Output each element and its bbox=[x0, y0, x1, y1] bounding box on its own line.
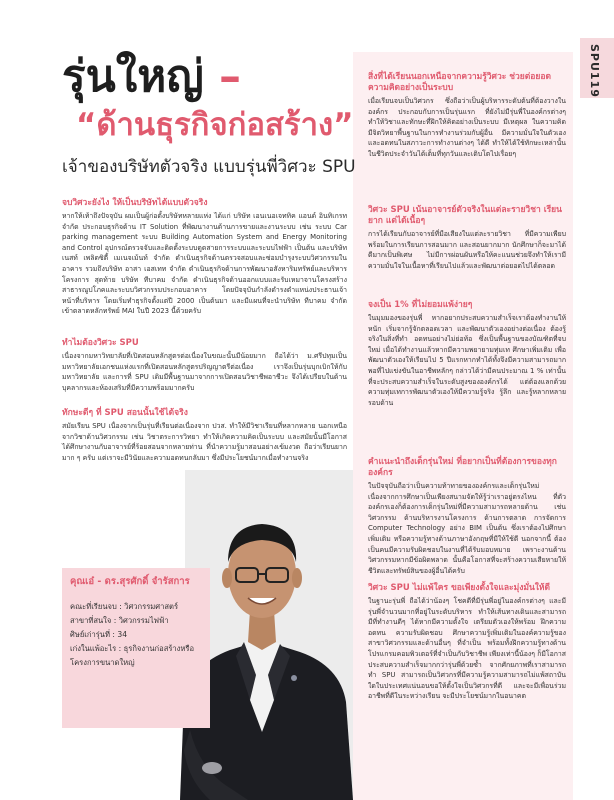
section-title: ทักษะดีๆ ที่ SPU สอนนั้นใช้ได้จริง bbox=[62, 408, 188, 418]
right-section-2 bbox=[368, 205, 566, 271]
right-section-5 bbox=[368, 583, 566, 702]
section-body: การได้เรียนกับอาจารย์ที่มือเสียงในแต่ละรายวิชา ที่มีความเพียบพร้อมในการเรียนการสอนมาก และสอนยากมาก นักศึกษาก็จะมาได้ดีมากเป็นพิเศษ ไม่มีการผ่อนผันหรือให้คะแนนช่วยจึงทำให้เรามีความมั่นใจในเนื้อหาที่เรียนไปแล้วและพัฒนาต่อยอดไปได้ตลอด bbox=[368, 230, 566, 270]
section-body: ในมุมมองของรุ่นพี่ หากอยากประสบความสำเร็จเราต้องทำงานให้หนัก เริ่มจากรู้จักตลอดเวลา และพัฒนาตัวเองอย่างต่อเนื่อง ต้องรู้จริงในสิ่งที่ทำ อดทนอย่างไม่ย่อท้อ ซึ่งเป็นพื้นฐานของบัณฑิตที่จบใหม่ เมื่อได้ทำงานแล้วหากมีความพยายามทุ่มเท ศึกษาเพิ่มเติม เพื่อพัฒนาตัวเองให้เรียนไป 5 ปีแรกหากทำได้ทั้งจึงมีความสามารถมากพอที่ไปแข่งขันในอาชีพหลักๆ กล่าวได้ว่ามีคนประมาณ 1 % เท่านั้นที่จะประสบความสำเร็จในระดับสูงขององค์กรได้ แต่ต้องแลกด้วยความทุ่มเทการพัฒนาตัวเองให้มีความรู้จริง รู้ลึก และรู้หลากหลายรอบด้าน bbox=[368, 314, 566, 407]
section-title: จบวิศวะยังไง ให้เป็นบริษัทได้แบบตัวจริง bbox=[62, 198, 208, 208]
profile-alumni-class: ศิษย์เก่ารุ่นที่ : 34 bbox=[70, 630, 128, 639]
profile-name: คุณเอ๋ - ดร.สุรศักดิ์ จำรัสการ bbox=[70, 576, 190, 587]
left-section-3 bbox=[62, 408, 347, 463]
section-body: ในฐานะรุ่นพี่ ถือได้ว่าน้องๆ โชคดีที่มีรุ่นพี่อยู่ในองค์กรต่างๆ และมีรุ่นพี่จำนวนมากที่อยู่ในระดับบริหาร ทำให้เส้นทางเดินและสามารถมีที่ทำงานดีๆ ได้หากมีความตั้งใจ เตรียมตัวเองให้พร้อม ฝึกความอดทน ความรับผิดชอบ ศึกษาความรู้เพิ่มเติมในองค์ความรู้ของสาขาวิศวกรรมและด้านอื่นๆ ที่จำเป็น พร้อมทั้งฝึกความรู้ทางด้านโปรแกรมคอมพิวเตอร์ที่จำเป็นกับวิชาชีพ เพียงเท่านี้น้องๆ ก็มีโอกาสประสบความสำเร็จมากกว่ารุ่นพี่ด้วยซ้ำ จากศักยภาพที่เราสามารถทำ SPU สามารถเป็นวิศวกรที่มีความรู้ความสามารถไม่แพ้สถาบันใดในประเทศแน่นอนขอให้ตั้งใจเป็นวิศวกรที่ดี และจะมีเพื่อนร่วมอาชีพที่ดีในระหว่างเรียน จะมีประโยชน์มากในอนาคต bbox=[368, 597, 566, 701]
profile-expertise: เก่งในแพ้อะไร : ธุรกิจงานก่อสร้างหรือโครงการขนาดใหญ่ bbox=[70, 644, 195, 667]
section-title: วิศวะ SPU เน้นอาจารย์ตัวจริงในแต่ละรายวิชา เรียนยาก แต่ได้เนื้อๆ bbox=[368, 205, 562, 226]
right-section-3 bbox=[368, 300, 566, 408]
profile-details bbox=[70, 600, 205, 670]
section-title: จงเป็น 1% ที่ไม่ยอมแพ้ง่ายๆ bbox=[368, 300, 473, 310]
headline-main bbox=[62, 52, 241, 102]
headline-dash: – bbox=[219, 51, 242, 102]
right-section-1 bbox=[368, 72, 566, 160]
headline-subtitle: “ด้านธุรกิจก่อสร้าง” bbox=[76, 107, 354, 143]
section-body: หากให้เท้าถึงปัจจุบัน ผมเป็นผู้ก่อตั้งบริษัทหลายแห่ง ได้แก่ บริษัท เอนเนอเจททิค แอนด์ อินทิเกรท จำกัด ประกอบธุรกิจด้าน IT Solution ที่พัฒนางานด้านการขายและงานระบบ เช่น ระบบ Car parking management ระบบ Building Automation System and Energy Monitoring and Control อุปกรณ์ตรวจจับและติดตั้งระบบดูดสายการระบบและระบบไฟฟ้า เป็นต้น และบริษัท เนสท์ เพลิดซิตี้ เมเนจเม้นท์ จำกัด ดำเนินธุรกิจด้านตรวจสอบและซ่อมบำรุงระบบวิศวกรรมในอาคาร รวมถึงบริษัท อาสา เอสเทท จำกัด ดำเนินธุรกิจด้านการพัฒนาอสังหาริมทรัพย์และบริหารโครงการ สุดท้าย บริษัท ทีบาคม จำกัด ดำเนินธุรกิจด้านออกแบบและรับเหมาจานโครงสร้างสาธารณูปโภคและระบบวิศวกรรมประกอบอาคาร โดยปัจจุบันกำลังดำรงตำแหน่งประธานเจ้าหน้าที่บริหาร โดยเริ่มทำธุรกิจตั้งแต่ปี 2000 เป็นต้นมา และมีแผนที่จะนำบริษัท ทีบาคม จำกัด เข้าตลาดหลักทรัพย์ MAI ในปี 2023 นี้ด้วยครับ bbox=[62, 212, 347, 316]
brand-tab bbox=[580, 38, 614, 98]
profile-major: สาขาที่สนใจ : วิศวกรรมไฟฟ้า bbox=[70, 616, 169, 625]
headline-tagline: เจ้าของบริษัทตัวจริง แบบรุ่นพี่วิศวะ SPU bbox=[62, 157, 356, 177]
section-body: เมื่อเรียนจบเป็นวิศวกร ซึ่งถือว่าเป็นผู้บริหารระดับต้นที่ต้องวางในองค์กร ประกอบกับการเป็นรุ่นแรก ที่ยังไม่มีรุ่นพี่ในองค์กรต่างๆ ทำให้วิชาและทักษะที่ฝึกให้คิดอย่างเป็นระบบ มีเหตุผล ในความคิด มีจิตวิทยาพื้นฐานในการทำงานร่วมกับผู้อื่น มีความมั่นใจในตัวเองและอดทนในสภาวะการทำงานต่างๆ ได้ดี ทำให้ได้ใช้ทักษะเหล่านั้นในชีวิตประจำวันได้เต็มที่ทุกวันและเติบโตไปเรื่อยๆ bbox=[368, 97, 566, 158]
headline-line1: รุ่นใหญ่ bbox=[62, 51, 204, 102]
section-title: วิศวะ SPU ไม่แพ้ใคร ขอเพียงตั้งใจและมุ่งมั่นให้ดี bbox=[368, 583, 551, 593]
section-body: สมัยเรียน SPU เนื่องจากเป็นรุ่นที่เรียนต่อเนื่องจาก ปวส. ทำให้มีวิชาเรียนที่หลากหลาย นอกเหนือจากวิชาด้านวิศวกรรม เช่น วิชาตระการวิทยา ทำให้เกิดความคิดเป็นระบบ และสมัยนั้นมีโอกาสได้ศึกษางานกับอาจารย์ที่ร้อยสอนจากหลายท่าน ที่นำความรู้มาสอนอย่างเข้มงวด ถือว่าเรียนยากมาก ๆ ครับ แต่เราจะมีวินัยและความอดทนกลับมา ซึ่งมีประโยชน์มากเมื่อทำงานจริง bbox=[62, 422, 347, 462]
section-title: ทำไมต้องวิศวะ SPU bbox=[62, 338, 139, 348]
left-section-1 bbox=[62, 198, 347, 317]
profile-faculty: คณะที่เรียนจบ : วิศวกรรมศาสตร์ bbox=[70, 602, 179, 611]
right-section-4 bbox=[368, 457, 566, 576]
left-section-2 bbox=[62, 338, 347, 393]
brand-label: SPU119 bbox=[588, 44, 601, 98]
section-title: คำแนะนำถึงเด็กรุ่นใหม่ ที่อยากเป็นที่ต้องการของทุกองค์กร bbox=[368, 457, 557, 478]
section-body: เนื่องจากมหาวิทยาลัยที่เปิดสอนหลักสูตรต่อเนื่องในขณะนั้นมีน้อยมาก ถือได้ว่า ม.ศรีปทุมเป็นมหาวิทยาลัยเอกชนแห่งแรกที่เปิดสอนหลักสูตรปริญญาตรีต่อเนื่อง เราจึงเป็นรุ่นบุกเบิกให้กับมหาวิทยาลัย และการที่ SPU เดิมมีพื้นฐานมาจากการเปิดสอนวิชาชีพอาชีวะ จึงได้เปรียบในด้านบุคลากรและห้องเสริมที่มีความพร้อมมากครับ bbox=[62, 352, 347, 392]
section-body: ในปัจจุบันถือว่าเป็นความท้าทายขององค์กรและเด็กรุ่นใหม่ เนื่องจากการศึกษาเป็นเพียงสนามจัดให้รู้ว่าเราอยู่ตรงไหน ที่ตัวองค์กรเองก็ต้องการเด็กรุ่นใหม่ที่มีความสามารถหลายด้าน เช่น วิศวกรรม ด้านบริหารงานโครงการ ด้านการตลาด การจัดการ Computer Technology อย่าง BIM เป็นต้น ซึ่งเราต้องไปศึกษาเพิ่มเติม หรือความรู้ทางด้านภาษาอังกฤษที่มีให้ใช้ดี นอกจากนี้ ต้องเป็นคนมีความรับผิดชอบในงานที่ได้รับมอบหมาย เพราะงานด้านวิศวกรรมหากมีข้อผิดพลาด นั้นคือโอกาสที่จะสร้างความเสียหายให้ชีวิตและทรัพย์สินของผู้อื่นได้ครับ bbox=[368, 482, 566, 575]
section-title: สิ่งที่ได้เรียนนอกเหนือจากความรู้วิศวะ ช่วยต่อยอดความคิดอย่างเป็นระบบ bbox=[368, 72, 552, 93]
